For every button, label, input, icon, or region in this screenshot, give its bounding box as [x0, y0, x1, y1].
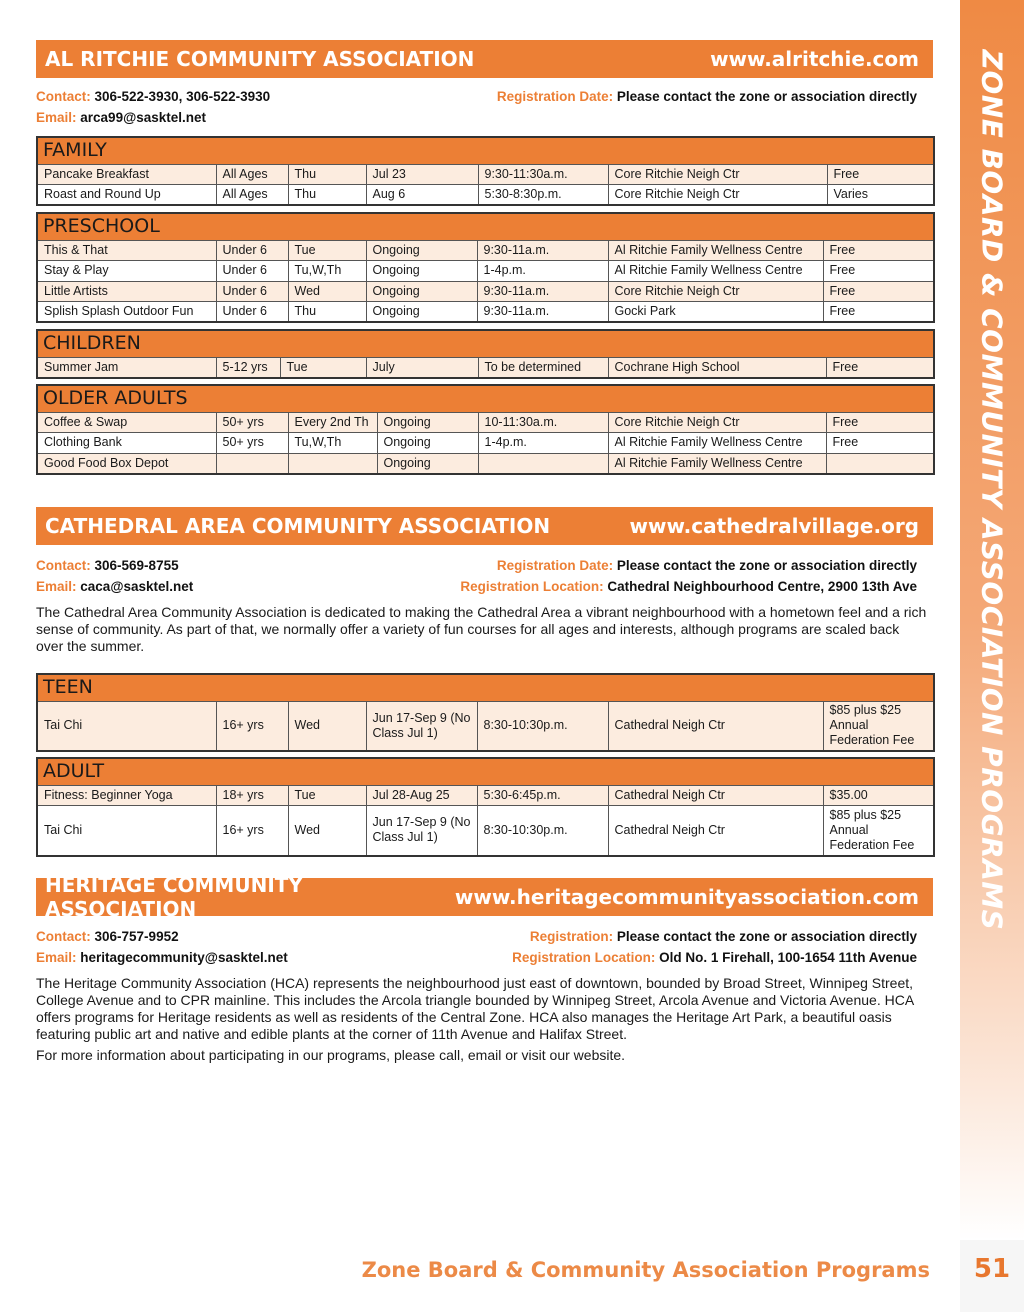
description-text: The Heritage Community Association (HCA) represents the neighbourhood just east of downtown, bounded by Broad Street, Winnipeg Street, College Avenue and to CPR mainline. This includes the Arcola triangle bounded by Winnipeg Street, Arcola Avenue and Victoria Avenue. HCA offers programs for Heritage residents as well as residents of the Central Zone. HCA also manages the Heritage Art Park, a beautiful oasis featuring public art and native and edible plants at the corner of 11th Avenue and Halifax Street.	[36, 975, 914, 1042]
program-time: 5:30-6:45p.m.	[477, 785, 608, 806]
program-location: Al Ritchie Family Wellness Centre	[608, 433, 826, 454]
program-dates: Jul 23	[366, 164, 478, 185]
table-title: PRESCHOOL	[37, 213, 934, 240]
program-fee: Free	[826, 412, 934, 433]
program-dates: Ongoing	[366, 261, 477, 282]
contact-email[interactable]: arca99@sasktel.net	[80, 110, 207, 125]
program-fee: Free	[823, 302, 934, 323]
contact-label: Contact:	[36, 89, 91, 104]
program-day: Every 2nd Th	[288, 412, 377, 433]
program-location: Core Ritchie Neigh Ctr	[608, 185, 827, 206]
program-age: 50+ yrs	[216, 433, 288, 454]
program-location: Cathedral Neigh Ctr	[608, 701, 823, 751]
program-dates: Jul 28-Aug 25	[366, 785, 477, 806]
table-row	[37, 433, 934, 454]
program-fee: Varies	[827, 185, 934, 206]
association-website[interactable]: www.heritagecommunityassociation.com	[454, 885, 919, 909]
email-label: Email:	[36, 110, 77, 125]
table-row	[37, 261, 934, 282]
program-age: 5-12 yrs	[216, 357, 280, 378]
program-time: 8:30-10:30p.m.	[477, 701, 608, 751]
program-fee	[826, 453, 934, 474]
registration-location-label: Registration Location:	[512, 950, 656, 965]
association-name: HERITAGE COMMUNITY ASSOCIATION	[45, 873, 303, 921]
table-row	[37, 281, 934, 302]
program-dates: Jun 17-Sep 9 (No Class Jul 1)	[366, 806, 477, 856]
program-day: Wed	[288, 701, 366, 751]
program-dates: Ongoing	[366, 281, 477, 302]
side-title: ZONE BOARD & COMMUNITY ASSOCIATION PROGRAMS	[975, 49, 1009, 931]
registration-value: Please contact the zone or association directly	[616, 558, 917, 573]
program-age: All Ages	[216, 164, 288, 185]
table-row	[37, 701, 934, 751]
association-name: AL RITCHIE COMMUNITY ASSOCIATION	[45, 47, 475, 71]
program-time: 9:30-11a.m.	[477, 281, 608, 302]
adult-table	[36, 757, 935, 857]
table-row	[37, 185, 934, 206]
program-time: To be determined	[478, 357, 608, 378]
program-time: 10-11:30a.m.	[478, 412, 608, 433]
association-description	[36, 975, 933, 1064]
contact-phone: 306-522-3930, 306-522-3930	[94, 89, 271, 104]
program-age: Under 6	[216, 302, 288, 323]
program-age	[216, 453, 288, 474]
contact-info	[36, 555, 933, 597]
registration-label: Registration:	[529, 929, 614, 944]
program-time: 8:30-10:30p.m.	[477, 806, 608, 856]
program-age: 50+ yrs	[216, 412, 288, 433]
more-info-note: For more information about participating in our programs, please call, email or visit our website.	[36, 1047, 626, 1063]
table-title: ADULT	[37, 758, 934, 785]
association-name: CATHEDRAL AREA COMMUNITY ASSOCIATION	[45, 514, 551, 538]
program-name: Clothing Bank	[37, 433, 216, 454]
program-time: 9:30-11a.m.	[477, 240, 608, 261]
program-day: Thu	[288, 185, 366, 206]
program-dates: Ongoing	[377, 412, 478, 433]
cathedral-section	[36, 507, 933, 659]
table-row	[37, 164, 934, 185]
program-day: Tu,W,Th	[288, 261, 366, 282]
section-header	[36, 507, 933, 545]
table-title: FAMILY	[37, 137, 934, 164]
program-time: 9:30-11:30a.m.	[478, 164, 608, 185]
program-location: Core Ritchie Neigh Ctr	[608, 281, 823, 302]
program-age: Under 6	[216, 240, 288, 261]
program-name: Splish Splash Outdoor Fun	[37, 302, 216, 323]
program-age: 16+ yrs	[216, 701, 288, 751]
table-row	[37, 302, 934, 323]
program-location: Core Ritchie Neigh Ctr	[608, 164, 827, 185]
program-fee: $85 plus $25 Annual Federation Fee	[823, 701, 934, 751]
children-table-wrap	[36, 329, 935, 379]
heritage-section	[36, 873, 933, 1068]
program-name: Pancake Breakfast	[37, 164, 216, 185]
registration-label: Registration Date:	[496, 89, 614, 104]
registration-location-label: Registration Location:	[460, 579, 604, 594]
registration-value: Please contact the zone or association directly	[616, 89, 917, 104]
older-adults-table-wrap	[36, 384, 935, 475]
table-title: TEEN	[37, 674, 934, 701]
program-location: Al Ritchie Family Wellness Centre	[608, 453, 826, 474]
program-day: Wed	[288, 806, 366, 856]
program-age: Under 6	[216, 261, 288, 282]
program-fee: Free	[826, 433, 934, 454]
contact-phone: 306-569-8755	[94, 558, 179, 573]
program-time	[478, 453, 608, 474]
contact-info	[36, 86, 933, 128]
program-name: Fitness: Beginner Yoga	[37, 785, 216, 806]
contact-email[interactable]: heritagecommunity@sasktel.net	[80, 950, 288, 965]
program-location: Cathedral Neigh Ctr	[608, 785, 823, 806]
program-location: Cathedral Neigh Ctr	[608, 806, 823, 856]
registration-label: Registration Date:	[496, 558, 614, 573]
program-name: This & That	[37, 240, 216, 261]
page-number: 51	[973, 1254, 1011, 1284]
program-dates: July	[366, 357, 478, 378]
email-label: Email:	[36, 950, 77, 965]
program-day: Thu	[288, 302, 366, 323]
program-dates: Jun 17-Sep 9 (No Class Jul 1)	[366, 701, 477, 751]
section-header	[36, 40, 933, 78]
registration-location: Old No. 1 Firehall, 100-1654 11th Avenue	[659, 950, 917, 965]
association-website[interactable]: www.cathedralvillage.org	[629, 514, 919, 538]
preschool-table-wrap	[36, 212, 935, 323]
program-time: 5:30-8:30p.m.	[478, 185, 608, 206]
table-row	[37, 806, 934, 856]
contact-info	[36, 926, 933, 968]
table-title: OLDER ADULTS	[37, 385, 934, 412]
table-row	[37, 453, 934, 474]
program-age: 16+ yrs	[216, 806, 288, 856]
program-day: Tue	[288, 785, 366, 806]
table-title: CHILDREN	[37, 330, 934, 357]
children-table	[36, 329, 935, 379]
program-name: Summer Jam	[37, 357, 216, 378]
program-dates: Ongoing	[366, 240, 477, 261]
table-row	[37, 785, 934, 806]
contact-phone: 306-757-9952	[94, 929, 179, 944]
contact-email[interactable]: caca@sasktel.net	[80, 579, 194, 594]
program-dates: Ongoing	[377, 453, 478, 474]
program-time: 1-4p.m.	[478, 433, 608, 454]
program-time: 9:30-11a.m.	[477, 302, 608, 323]
program-location: Gocki Park	[608, 302, 823, 323]
table-row	[37, 412, 934, 433]
family-table-wrap	[36, 136, 935, 206]
program-day: Thu	[288, 164, 366, 185]
program-fee: Free	[823, 281, 934, 302]
program-name: Tai Chi	[37, 701, 216, 751]
description-text: The Cathedral Area Community Association is dedicated to making the Cathedral Area a vibrant neighbourhood with a hometown feel and a rich sense of community. As part of that, we normally offer a variety of fun courses for all ages and interests, although programs are scaled back over the summer.	[36, 604, 927, 654]
program-name: Stay & Play	[37, 261, 216, 282]
program-location: Al Ritchie Family Wellness Centre	[608, 240, 823, 261]
program-name: Little Artists	[37, 281, 216, 302]
program-fee: $85 plus $25 Annual Federation Fee	[823, 806, 934, 856]
preschool-table	[36, 212, 935, 323]
older-adults-table	[36, 384, 935, 475]
program-fee: Free	[827, 164, 934, 185]
teen-table-wrap	[36, 673, 935, 752]
program-fee: Free	[826, 357, 934, 378]
program-fee: Free	[823, 261, 934, 282]
al-ritchie-section	[36, 40, 933, 128]
program-day: Tue	[288, 240, 366, 261]
program-day: Tu,W,Th	[288, 433, 377, 454]
program-name: Good Food Box Depot	[37, 453, 216, 474]
program-age: Under 6	[216, 281, 288, 302]
registration-value: Please contact the zone or association directly	[616, 929, 917, 944]
section-header	[36, 873, 933, 921]
teen-table	[36, 673, 935, 752]
program-day: Tue	[280, 357, 366, 378]
program-dates: Ongoing	[377, 433, 478, 454]
association-website[interactable]: www.alritchie.com	[710, 47, 919, 71]
program-dates: Ongoing	[366, 302, 477, 323]
program-day: Wed	[288, 281, 366, 302]
program-dates: Aug 6	[366, 185, 478, 206]
table-row	[37, 357, 934, 378]
program-age: All Ages	[216, 185, 288, 206]
association-description	[36, 604, 933, 655]
email-label: Email:	[36, 579, 77, 594]
table-row	[37, 240, 934, 261]
program-fee: Free	[823, 240, 934, 261]
program-time: 1-4p.m.	[477, 261, 608, 282]
program-fee: $35.00	[823, 785, 934, 806]
adult-table-wrap	[36, 757, 935, 857]
program-location: Cochrane High School	[608, 357, 826, 378]
family-table	[36, 136, 935, 206]
program-day	[288, 453, 377, 474]
contact-label: Contact:	[36, 558, 91, 573]
contact-label: Contact:	[36, 929, 91, 944]
program-name: Coffee & Swap	[37, 412, 216, 433]
program-location: Core Ritchie Neigh Ctr	[608, 412, 826, 433]
program-location: Al Ritchie Family Wellness Centre	[608, 261, 823, 282]
program-name: Roast and Round Up	[37, 185, 216, 206]
footer-title: Zone Board & Community Association Programs	[361, 1258, 930, 1282]
program-age: 18+ yrs	[216, 785, 288, 806]
program-name: Tai Chi	[37, 806, 216, 856]
registration-location: Cathedral Neighbourhood Centre, 2900 13th Ave	[607, 579, 917, 594]
